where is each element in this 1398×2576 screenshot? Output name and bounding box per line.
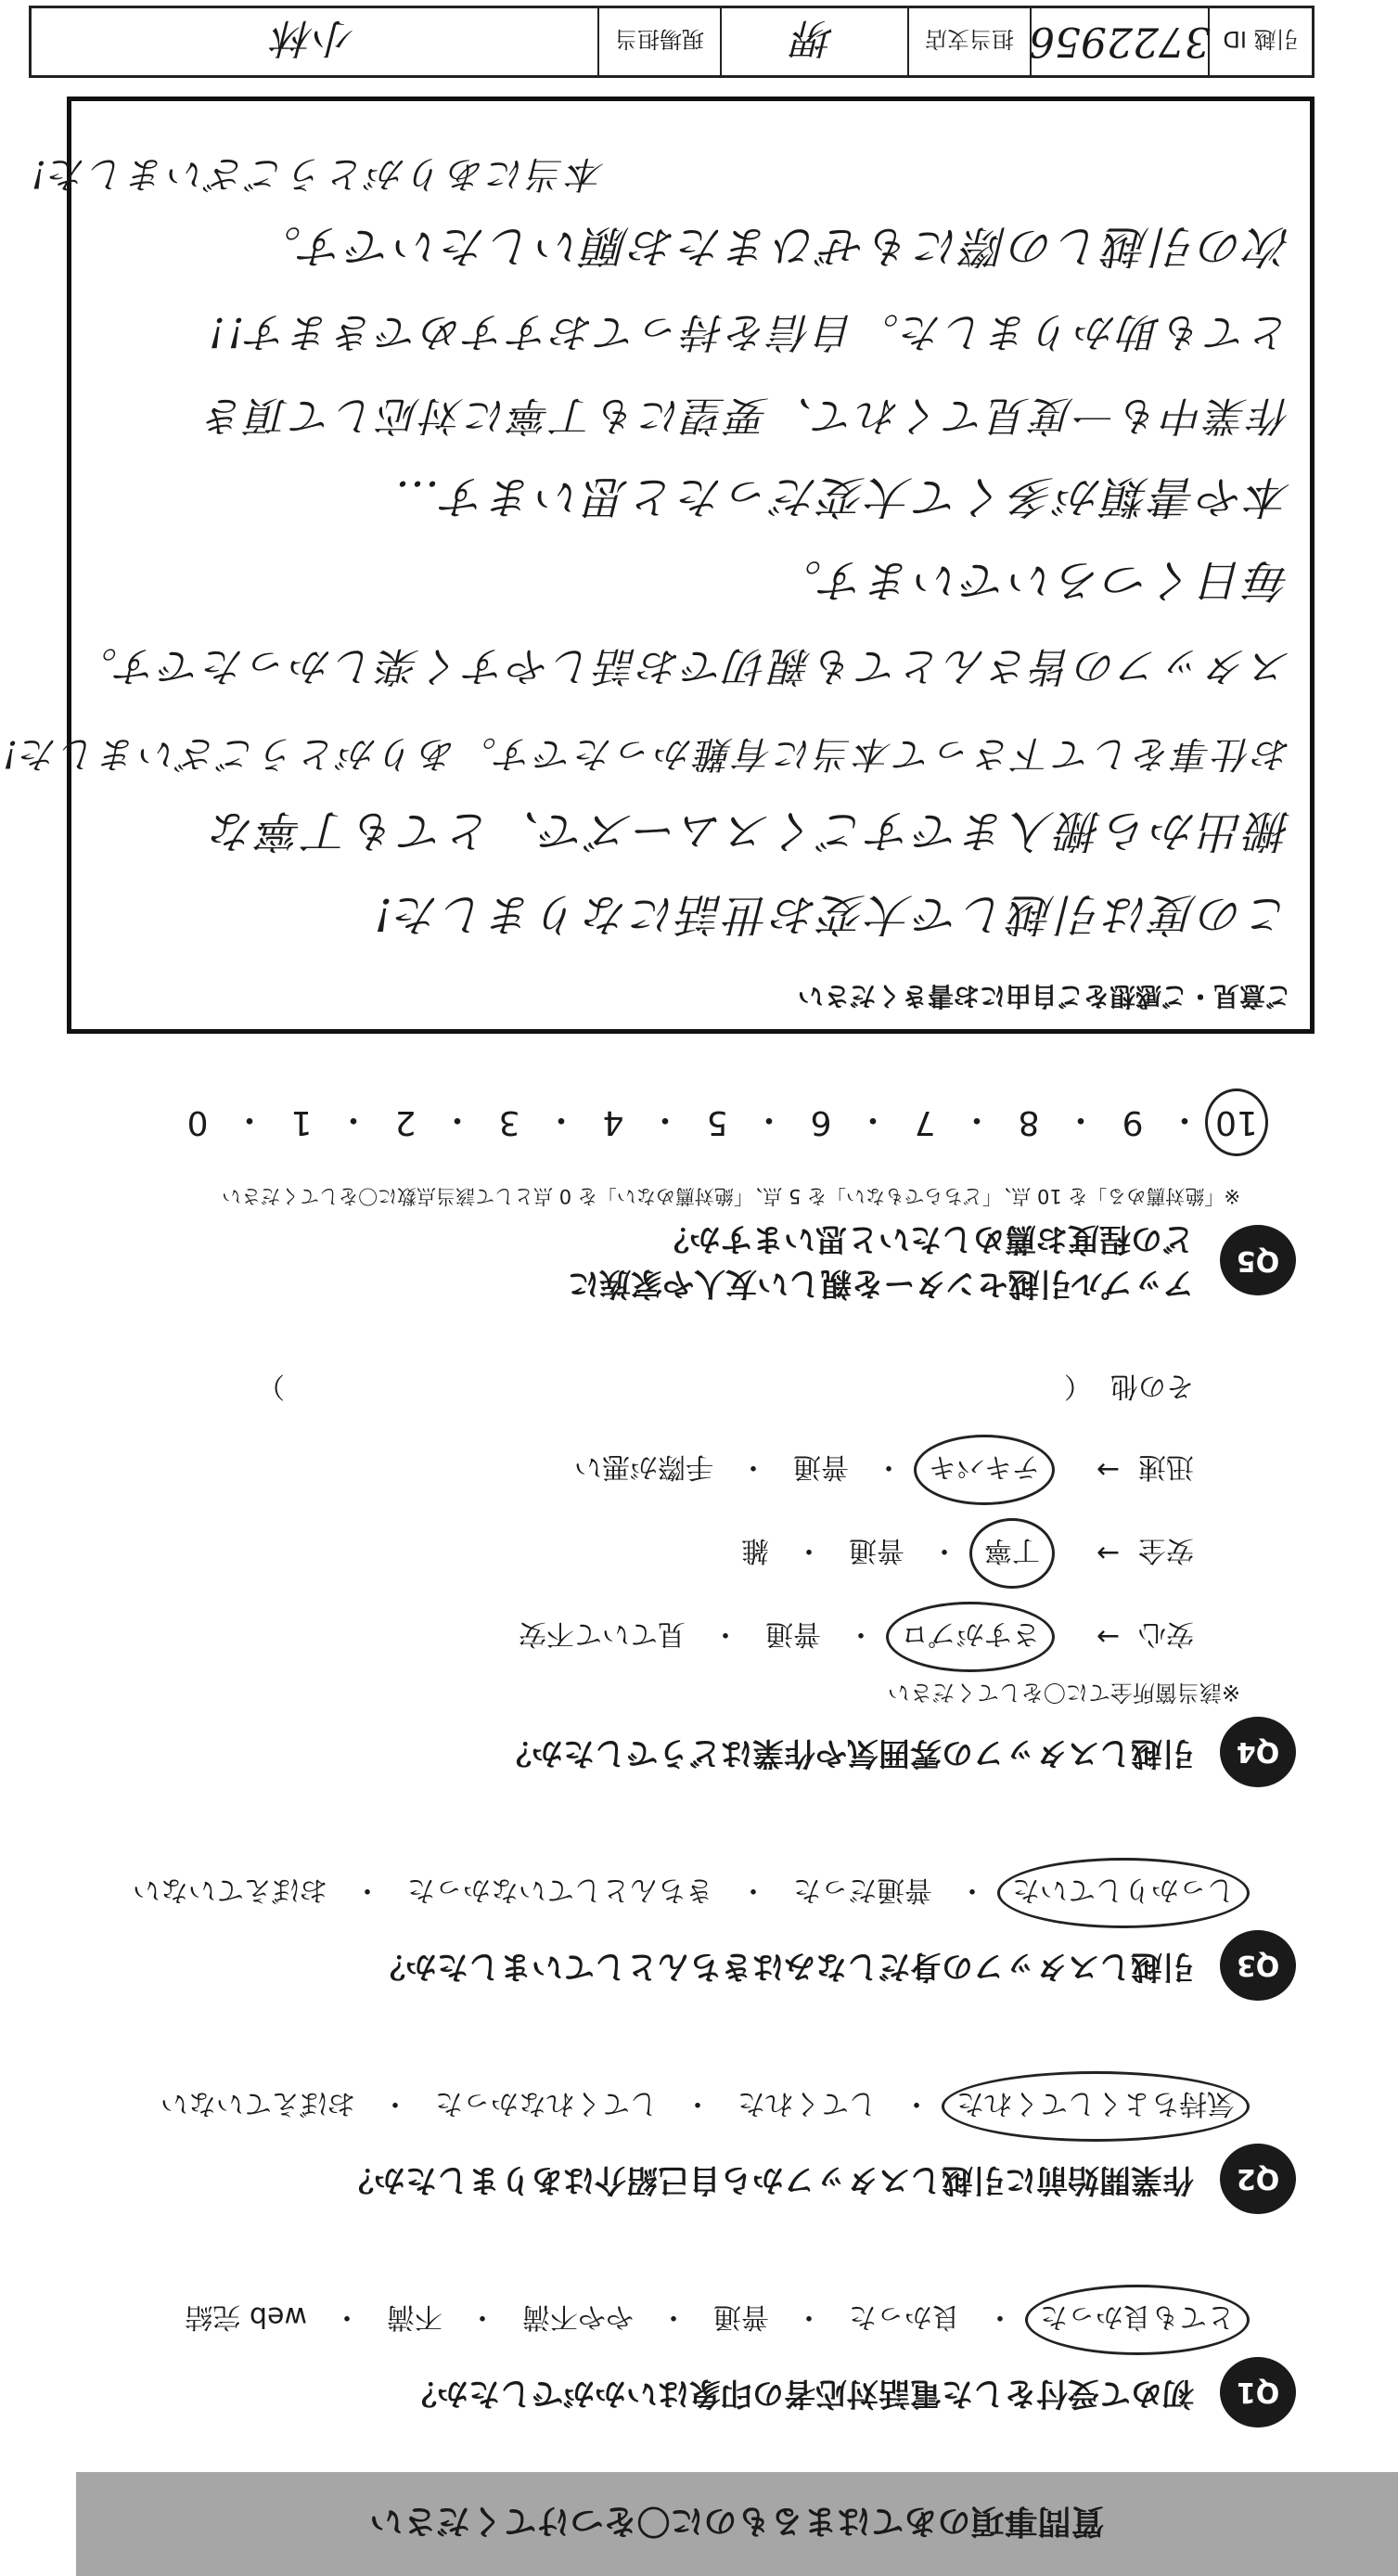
leader-value[interactable]: 小林 [274, 14, 355, 61]
q4-option[interactable]: 普通 [765, 1617, 821, 1650]
comment-line: お仕事をして下さって本当に有難かったです。ありがとうございました! [0, 732, 1291, 775]
branch-value[interactable]: 堺 [720, 8, 907, 75]
id-value[interactable]: 3722956 [1030, 8, 1208, 75]
scale-option[interactable]: 8 [1018, 1102, 1040, 1141]
scale-option[interactable]: 7 [914, 1102, 936, 1141]
comment-line: 毎日くつろいでいます。 [774, 554, 1291, 606]
q4-row-jinsoku: 迅速 → テキパキ ・ 普通 ・ 手際が悪い [62, 1428, 1194, 1512]
q1-option[interactable]: やや不満 [522, 2300, 634, 2333]
footer-table [29, 6, 1315, 78]
q4-option[interactable]: 丁寧 [979, 1533, 1045, 1574]
q4-row-label: 迅速 [1138, 1450, 1194, 1483]
q3-badge: Q3 [1220, 1930, 1296, 2001]
q1-option[interactable]: 良かった [849, 2300, 960, 2333]
q4-option[interactable]: テキパキ [923, 1449, 1045, 1490]
q4-option[interactable]: さすがプロ [895, 1616, 1045, 1657]
q2-option[interactable]: してくれた [737, 2087, 877, 2119]
q1-badge: Q1 [1220, 2357, 1296, 2428]
q4-option[interactable]: 普通 [793, 1450, 849, 1483]
scale-option[interactable]: 10 [1215, 1102, 1258, 1141]
instructions-banner [76, 2472, 1398, 2576]
q3-option[interactable]: おぼえていない [133, 1874, 327, 1906]
q4-option[interactable]: 手際が悪い [574, 1450, 713, 1483]
q4-option[interactable]: 見ていて不安 [519, 1617, 686, 1650]
instructions-text: 質問事項のあてはまるものに〇をつけてください [369, 2502, 1105, 2541]
arrow-right-icon: → [1096, 1620, 1120, 1654]
comments-box[interactable] [0, 97, 1315, 1034]
comment-line: 本当にありがとうございました! [28, 152, 605, 195]
q4-badge: Q4 [1220, 1717, 1296, 1787]
q4-other-field[interactable] [257, 1369, 1092, 1410]
q2-option[interactable]: おぼえていない [160, 2087, 355, 2119]
scale-option[interactable]: 4 [602, 1102, 624, 1141]
q5-note: ※「絶対薦める」を 10 点、「どちらでもない」を 5 点、「絶対薦めない」を 0 点として該当点数に〇をしてください [222, 1184, 1240, 1207]
q4-row-label: 安心 [1138, 1617, 1194, 1650]
q1-option[interactable]: 普通 [713, 2300, 769, 2333]
scale-option[interactable]: 1 [290, 1102, 313, 1141]
comment-line: 作業中も一度見てくれて、要望にも丁寧に対応して頂き [201, 392, 1291, 439]
q1-option[interactable]: 不満 [387, 2300, 442, 2333]
q4-note: ※該当箇所全てに〇をしてください [887, 1680, 1240, 1706]
q2-badge: Q2 [1220, 2144, 1296, 2214]
q1-text: 初めて受付をした電話対応者の印象はいかがでしたか？ [405, 2374, 1194, 2412]
scale-option[interactable]: 0 [186, 1102, 209, 1141]
q4-row-label: 安全 [1138, 1534, 1194, 1566]
arrow-right-icon: → [1096, 1537, 1120, 1570]
q3-option[interactable]: 普通だった [793, 1874, 932, 1906]
scale-option[interactable]: 5 [706, 1102, 728, 1141]
q3-option[interactable]: しっかりしていた [1007, 1873, 1240, 1913]
question-3: Q3 引越しスタッフの身だしなみはきちんとしていましたか？ しっかりしていた ・ 普通だった ・ きちんとしていなかった ・ おぼえていない [62, 1873, 1398, 2001]
scale-option[interactable]: 3 [498, 1102, 520, 1141]
comment-line: 本や書類が多くて大変だったと思います… [391, 470, 1291, 522]
comments-title: ご意見・ご感想をご自由にお書きください [797, 981, 1291, 1011]
question-5 [62, 1099, 1398, 1305]
paren-open: （ [1064, 1370, 1092, 1402]
q5-scale: 10 ・ 9 ・ 8 ・ 7 ・ 6 ・ 5 ・ 4 ・ 3 ・ 2 ・ 1 ・ 0 [62, 1099, 1259, 1146]
comment-line: 次の引越しの際にもぜひまたお願いしたいです。 [253, 220, 1291, 272]
q1-option[interactable]: とても良かった [1034, 2299, 1240, 2340]
scale-option[interactable]: 6 [810, 1102, 832, 1141]
q4-option[interactable]: 雑 [741, 1534, 769, 1566]
comment-line: スタッフの皆さんとても親切でお話しやすく楽しかったです。 [73, 642, 1291, 689]
question-4 [62, 1369, 1398, 1787]
q3-option[interactable]: きちんとしていなかった [407, 1874, 713, 1906]
q2-option[interactable]: 気持ちよくしてくれた [951, 2086, 1240, 2127]
q2-option[interactable]: してくれなかった [435, 2087, 658, 2119]
q4-row-anzen: 安全 → 丁寧 ・ 普通 ・ 雑 [62, 1512, 1194, 1595]
comment-line: この度は引越しで大変お世話になりました! [371, 888, 1291, 940]
arrow-right-icon: → [1096, 1453, 1120, 1487]
q4-text: 引越しスタッフの雰囲気や作業はどうでしたか？ [500, 1733, 1194, 1771]
scale-option[interactable]: 2 [394, 1102, 417, 1141]
q4-row-anshin: 安心 → さすがプロ ・ 普通 ・ 見ていて不安 [62, 1595, 1194, 1679]
branch-label: 担当支店 [907, 8, 1030, 75]
comment-line: 搬出から搬入まですごくスムーズで、とても丁寧な [208, 805, 1291, 857]
question-1: Q1 初めて受付をした電話対応者の印象はいかがでしたか？ とても良かった ・ 良かった ・ 普通 ・ やや不満 ・ 不満 ・ web 完結 [62, 2299, 1398, 2428]
paren-close: ） [257, 1370, 285, 1402]
q4-other [62, 1369, 1194, 1410]
q5-text-line2: どの程度お薦めしたいと思いますか？ [658, 1220, 1194, 1258]
q4-option[interactable]: 普通 [849, 1534, 904, 1566]
q5-text-line1: アップル引越センターを親しい友人や家族に [568, 1265, 1194, 1302]
leader-label: 現場担当 [597, 8, 720, 75]
q4-other-label: その他 [1110, 1370, 1194, 1402]
q3-text: 引越しスタッフの身だしなみはきちんとしていましたか？ [374, 1947, 1194, 1985]
q1-option[interactable]: web 完結 [185, 2300, 307, 2333]
q2-text: 作業開始前に引越しスタッフから自己紹介はありましたか？ [342, 2160, 1194, 2198]
scale-option[interactable]: 9 [1122, 1102, 1144, 1141]
q5-badge: Q5 [1220, 1225, 1296, 1295]
question-2: Q2 作業開始前に引越しスタッフから自己紹介はありましたか？ 気持ちよくしてくれた ・ してくれた ・ してくれなかった ・ おぼえていない [62, 2086, 1398, 2214]
comment-line: とても助かりました。自信を持っておすすめできます!! [206, 308, 1291, 355]
id-label: 引越 ID [1208, 8, 1312, 75]
